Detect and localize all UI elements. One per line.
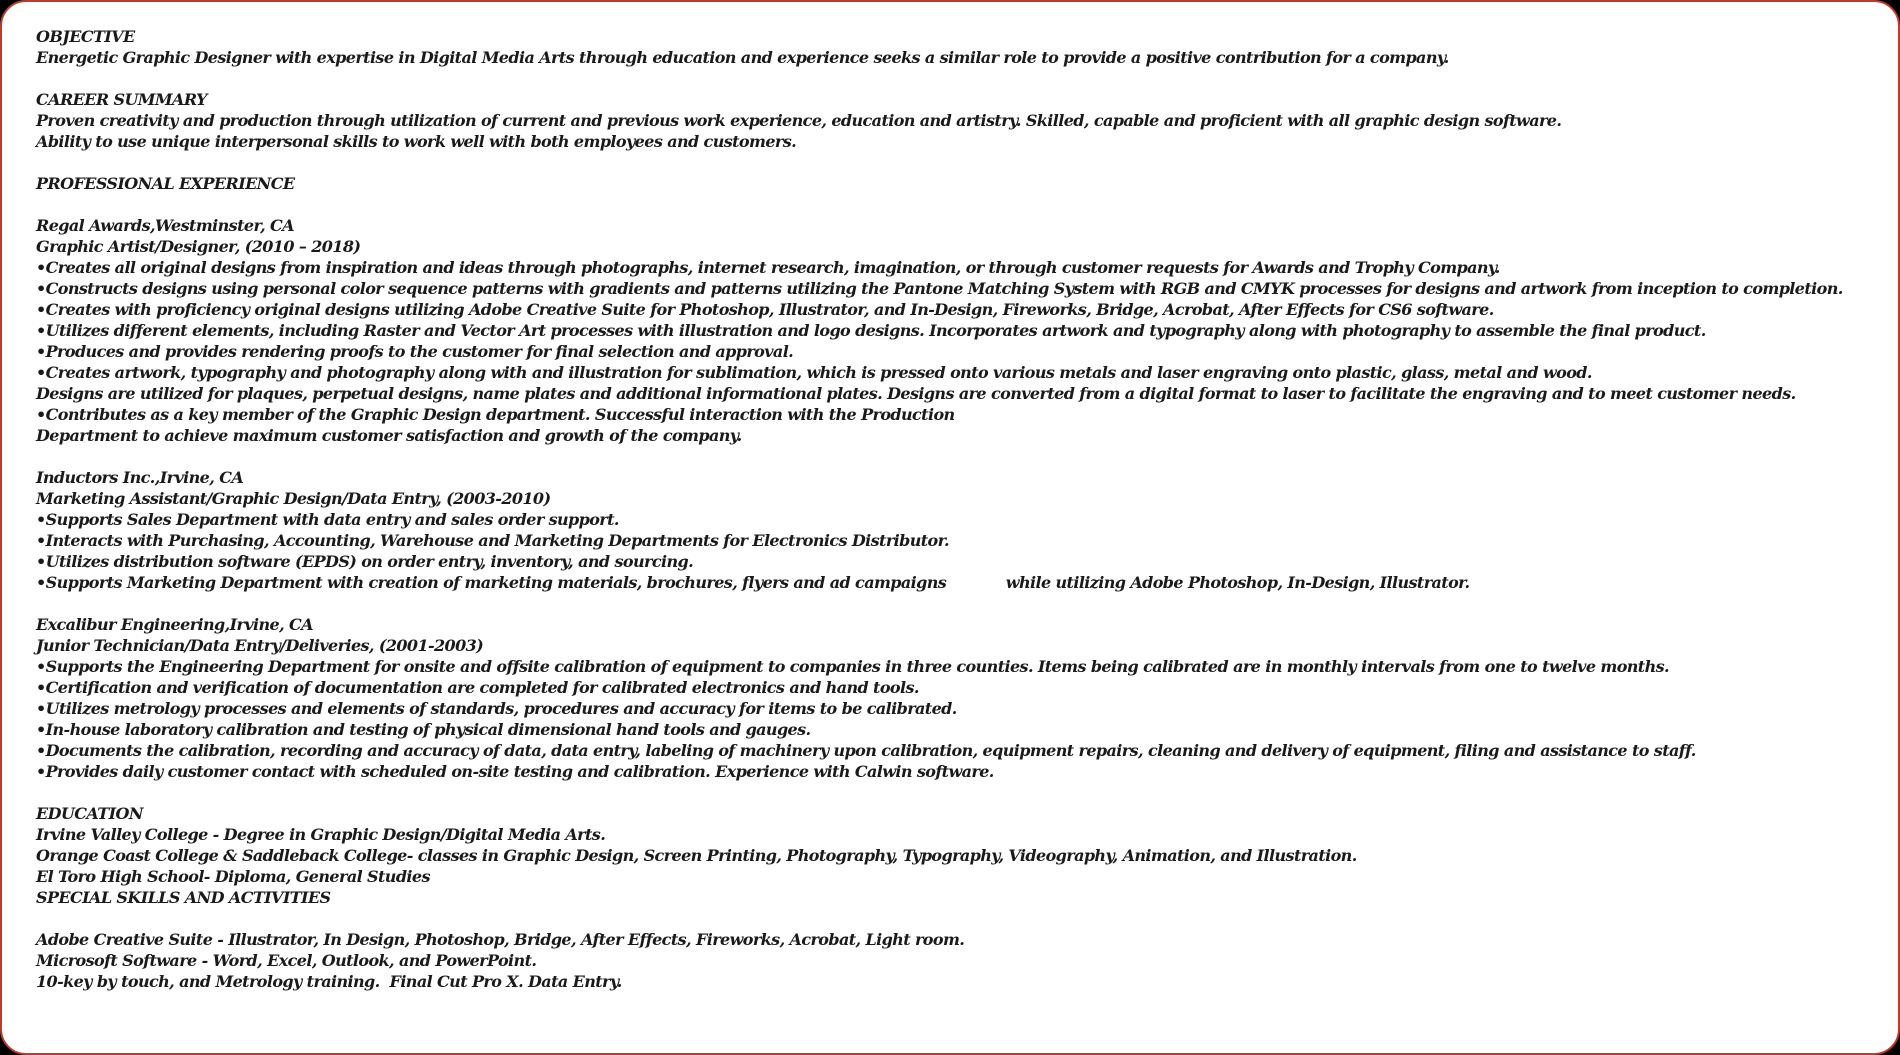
spacer	[36, 782, 1856, 803]
job-bullet: Designs are utilized for plaques, perpetual designs, name plates and additional informational plates. Designs are converted from a digital format to laser to facilitate the engraving and to meet customer needs.	[36, 384, 1796, 403]
job-bullet: •Documents the calibration, recording and accuracy of data, data entry, labeling of machinery upon calibration, equipment repairs, cleaning and delivery of equipment, filing and assistance to staff.	[36, 741, 1696, 760]
job-bullet: •Utilizes different elements, including Raster and Vector Art processes with illustration and logo designs. Incorporates artwork and typography along with photography to assemble the final product.	[36, 321, 1706, 340]
skills-line: 10-key by touch, and Metrology training. Final Cut Pro X. Data Entry.	[36, 972, 622, 991]
education-line: Irvine Valley College - Degree in Graphic Design/Digital Media Arts.	[36, 825, 606, 844]
career-summary-heading: CAREER SUMMARY	[36, 90, 207, 109]
career-summary-line: Ability to use unique interpersonal skills to work well with both employees and customers.	[36, 132, 797, 151]
skills-heading: SPECIAL SKILLS AND ACTIVITIES	[36, 888, 331, 907]
job-bullet: •Provides daily customer contact with scheduled on-site testing and calibration. Experience with Calwin software.	[36, 762, 994, 781]
job-title: Marketing Assistant/Graphic Design/Data Entry, (2003-2010)	[36, 489, 551, 508]
job-bullet: •Utilizes metrology processes and elements of standards, procedures and accuracy for items to be calibrated.	[36, 699, 957, 718]
job-bullet: •Contributes as a key member of the Graphic Design department. Successful interaction with the Production	[36, 405, 955, 424]
education-line: Orange Coast College & Saddleback College- classes in Graphic Design, Screen Printing, Photography, Typography, Videography, Animation, and Illustration.	[36, 846, 1357, 865]
job-bullet: •Supports the Engineering Department for onsite and offsite calibration of equipment to companies in three counties. Items being calibrated are in monthly intervals from one to twelve months.	[36, 657, 1670, 676]
job-company: Inductors Inc.,Irvine, CA	[36, 468, 244, 487]
spacer	[36, 908, 1856, 929]
job-bullet: •Utilizes distribution software (EPDS) on order entry, inventory, and sourcing.	[36, 552, 694, 571]
job-bullet: •Supports Sales Department with data entry and sales order support.	[36, 510, 619, 529]
spacer	[36, 152, 1856, 173]
education-heading: EDUCATION	[36, 804, 143, 823]
career-summary-line: Proven creativity and production through utilization of current and previous work experience, education and artistry. Skilled, capable and proficient with all graphic design software.	[36, 111, 1562, 130]
job-bullet: Department to achieve maximum customer satisfaction and growth of the company.	[36, 426, 742, 445]
job-bullet: •In-house laboratory calibration and testing of physical dimensional hand tools and gauges.	[36, 720, 811, 739]
job-bullet: •Certification and verification of documentation are completed for calibrated electronics and hand tools.	[36, 678, 919, 697]
objective-heading: OBJECTIVE	[36, 27, 135, 46]
job-company: Excalibur Engineering,Irvine, CA	[36, 615, 313, 634]
skills-line: Microsoft Software - Word, Excel, Outlook, and PowerPoint.	[36, 951, 537, 970]
job-bullet: •Creates artwork, typography and photography along with and illustration for sublimation, which is pressed onto various metals and laser engraving onto plastic, glass, metal and wood.	[36, 363, 1592, 382]
spacer	[36, 194, 1856, 215]
skills-line: Adobe Creative Suite - Illustrator, In Design, Photoshop, Bridge, After Effects, Fireworks, Acrobat, Light room.	[36, 930, 965, 949]
education-line: El Toro High School- Diploma, General Studies	[36, 867, 430, 886]
spacer	[36, 593, 1856, 614]
job-company: Regal Awards,Westminster, CA	[36, 216, 294, 235]
job-title: Graphic Artist/Designer, (2010 – 2018)	[36, 237, 361, 256]
objective-text: Energetic Graphic Designer with expertise in Digital Media Arts through education and experience seeks a similar role to provide a positive contribution for a company.	[36, 48, 1449, 67]
resume-document	[36, 26, 1856, 992]
job-bullet: •Constructs designs using personal color sequence patterns with gradients and patterns utilizing the Pantone Matching System with RGB and CMYK processes for designs and artwork from inception to completion.	[36, 279, 1843, 298]
spacer	[36, 68, 1856, 89]
job-bullet: •Produces and provides rendering proofs to the customer for final selection and approval.	[36, 342, 794, 361]
job-bullet: •Creates with proficiency original designs utilizing Adobe Creative Suite for Photoshop, Illustrator, and In-Design, Fireworks, Bridge, Acrobat, After Effects for CS6 software.	[36, 300, 1494, 319]
job-bullet: •Interacts with Purchasing, Accounting, Warehouse and Marketing Departments for Electronics Distributor.	[36, 531, 949, 550]
job-title: Junior Technician/Data Entry/Deliveries, (2001-2003)	[36, 636, 484, 655]
job-bullet: •Creates all original designs from inspiration and ideas through photographs, internet research, imagination, or through customer requests for Awards and Trophy Company.	[36, 258, 1500, 277]
experience-heading: PROFESSIONAL EXPERIENCE	[36, 174, 295, 193]
spacer	[36, 446, 1856, 467]
job-bullet: •Supports Marketing Department with creation of marketing materials, brochures, flyers and ad campaigns while utilizing Adobe Photoshop, In-Design, Illustrator.	[36, 573, 1470, 592]
